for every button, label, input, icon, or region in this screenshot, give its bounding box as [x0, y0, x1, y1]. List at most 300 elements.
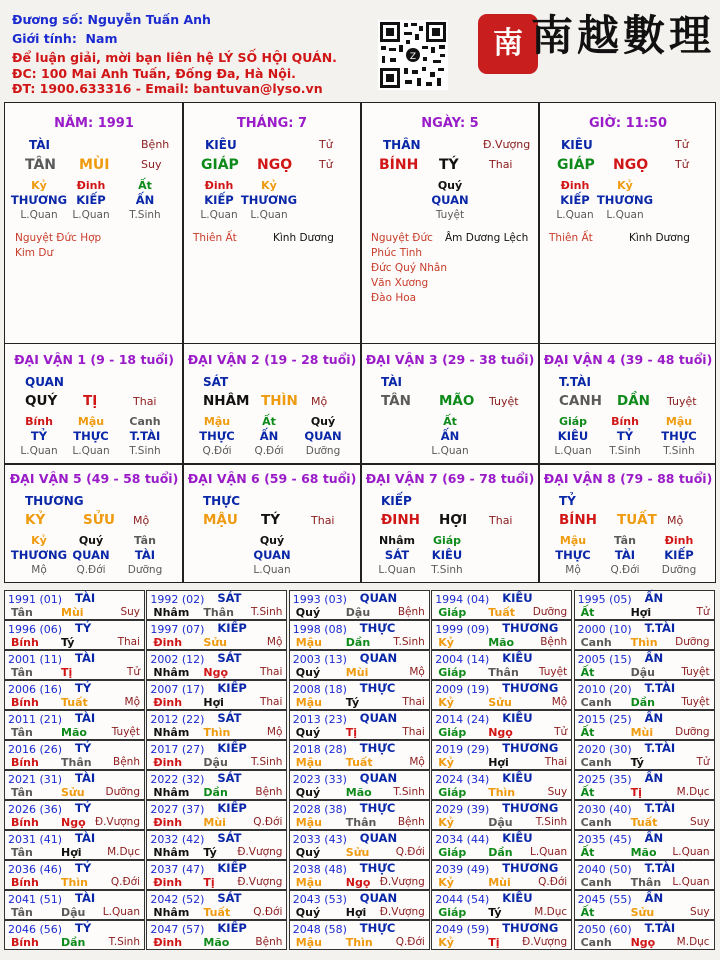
- dai-van-hidden-stage: L.Quan: [20, 445, 58, 457]
- year-god: THƯƠNG: [502, 621, 559, 635]
- year-cell: [146, 620, 287, 650]
- year-branch: Mão: [488, 636, 515, 649]
- year-cell: [289, 620, 430, 650]
- year-god: KIÊU: [502, 771, 533, 785]
- year-stem: Canh: [580, 696, 612, 709]
- year-stage: T.Sinh: [535, 816, 568, 828]
- year-cell: [146, 710, 287, 740]
- year-stem: Mậu: [295, 816, 322, 829]
- dai-van-branch: TUẤT: [617, 512, 657, 528]
- dai-van-hidden-stem: Ất: [262, 415, 276, 428]
- year-stage: Q.Đới: [538, 876, 568, 888]
- year-god: SÁT: [217, 651, 242, 665]
- year-branch: Tị: [488, 936, 500, 949]
- pillar-stem: BÍNH: [379, 157, 419, 173]
- pillar-stem: TÂN: [25, 157, 57, 173]
- pillar-title: NGÀY: 5: [421, 116, 479, 131]
- pillar-hidden-god: KIẾP: [76, 193, 106, 207]
- year-label: 2016 (26): [8, 743, 63, 756]
- year-stem: Mậu: [295, 936, 322, 949]
- year-label: 2006 (16): [8, 683, 63, 696]
- year-god: QUAN: [359, 651, 398, 665]
- year-god: SÁT: [217, 591, 242, 605]
- pillar-hidden-stage: L.Quan: [72, 209, 110, 221]
- year-stage: Thai: [544, 756, 568, 768]
- year-cell: [574, 620, 715, 650]
- year-cell: [431, 740, 572, 770]
- dai-van-title: ĐẠI VẬN 5 (49 - 58 tuổi): [9, 471, 179, 486]
- year-label: 1995 (05): [577, 593, 632, 606]
- year-stem: Bính: [11, 936, 39, 949]
- annual-grid: [4, 590, 716, 956]
- pillar-spirit-right: Âm Dương Lệch: [445, 232, 529, 244]
- year-branch: Tuất: [630, 816, 658, 829]
- year-stem: Canh: [580, 636, 612, 649]
- pillar-hidden-stage: T.Sinh: [129, 209, 161, 221]
- dai-van-hidden-god: TỶ: [30, 429, 48, 443]
- dai-van-hidden-stage: L.Quan: [72, 445, 110, 457]
- year-god: THƯƠNG: [502, 861, 559, 875]
- year-label: 1994 (04): [435, 593, 490, 606]
- pillar-divider: [538, 103, 540, 343]
- year-stem: Mậu: [295, 636, 322, 649]
- pillar-branch: NGỌ: [257, 157, 293, 173]
- year-stem: Nhâm: [153, 606, 190, 619]
- year-branch: Sửu: [630, 906, 655, 919]
- dai-van-title: ĐẠI VẬN 2 (19 - 28 tuổi): [187, 352, 357, 367]
- year-label: 2019 (29): [435, 743, 490, 756]
- pillar-stage-top: Bệnh: [141, 138, 170, 151]
- year-branch: Tý: [203, 846, 217, 859]
- year-stage: Dưỡng: [532, 606, 568, 618]
- dai-van-branch: TỊ: [83, 393, 98, 409]
- year-branch: Ngọ: [630, 936, 656, 949]
- dai-van-phase: Tuyệt: [667, 395, 697, 408]
- dai-van-hidden-stage: Dưỡng: [661, 564, 697, 576]
- year-stem: Đinh: [153, 876, 183, 889]
- dai-van-god: THƯƠNG: [25, 494, 84, 508]
- seal-title: 南越數理: [530, 11, 715, 60]
- year-branch: Mão: [61, 726, 87, 739]
- year-stage: Q.Đới: [253, 816, 283, 828]
- year-cell: [289, 860, 430, 890]
- year-branch: Dậu: [203, 756, 228, 769]
- pillar-hidden-stage: L.Quan: [556, 209, 594, 221]
- dai-van-hidden-stage: Dưỡng: [127, 564, 163, 576]
- year-god: TỶ: [75, 621, 92, 635]
- year-cell: [4, 650, 145, 680]
- pillar-hidden-stem: Đinh: [560, 179, 590, 192]
- dai-van-branch: HỢI: [439, 512, 468, 528]
- year-cell: [4, 620, 145, 650]
- dai-van-stem: NHÂM: [203, 393, 250, 409]
- year-stage: Mộ: [124, 696, 140, 708]
- year-god: THỰC: [359, 681, 396, 695]
- year-stem: Tân: [11, 726, 33, 739]
- year-stage: Mộ: [409, 666, 425, 678]
- year-stage: L.Quan: [672, 876, 710, 888]
- year-branch: Thìn: [203, 726, 231, 739]
- year-label: 2015 (25): [577, 713, 632, 726]
- year-branch: Thìn: [61, 876, 88, 889]
- pillar-stage-top: Tử: [319, 138, 333, 151]
- year-stage: Suy: [690, 816, 710, 828]
- year-label: 2035 (45): [577, 833, 632, 846]
- year-god: QUAN: [359, 591, 398, 605]
- pillar-phase: Thai: [489, 158, 513, 171]
- year-stage: L.Quan: [102, 906, 140, 918]
- year-stem: Nhâm: [153, 846, 190, 859]
- dai-van-phase: Mộ: [311, 395, 328, 408]
- year-stage: M.Dục: [107, 846, 140, 858]
- dai-van-stem: ĐINH: [381, 512, 420, 528]
- gender-value: Nam: [85, 31, 118, 46]
- year-label: 2023 (33): [292, 773, 347, 786]
- pillar-hidden-god: THƯƠNG: [10, 193, 68, 207]
- year-branch: Sửu: [488, 696, 512, 709]
- pillar-hidden-god: THƯƠNG: [240, 193, 298, 207]
- year-stage: Bệnh: [397, 816, 425, 828]
- pillar-hidden-god: QUAN: [431, 193, 469, 207]
- pillar-stage-top: Đ.Vượng: [483, 138, 531, 151]
- year-god: TÀI: [75, 711, 96, 725]
- year-stem: Tân: [11, 606, 33, 619]
- year-cell: [4, 590, 145, 620]
- year-label: 2001 (11): [8, 653, 63, 666]
- year-stem: Kỷ: [438, 696, 454, 709]
- year-stem: Ất: [580, 666, 595, 679]
- year-cell: [4, 800, 145, 830]
- year-stem: Giáp: [438, 726, 467, 739]
- pillar-title: NĂM: 1991: [54, 116, 134, 131]
- dai-van-god: QUAN: [25, 375, 64, 389]
- year-stem: Mậu: [295, 696, 322, 709]
- year-stem: Mậu: [295, 876, 322, 889]
- year-label: 2017 (27): [150, 743, 205, 756]
- seal-text: 南: [493, 26, 523, 61]
- year-label: 2050 (60): [577, 923, 632, 936]
- year-label: 2021 (31): [8, 773, 63, 786]
- year-stem: Bính: [11, 816, 39, 829]
- pillar-spirit-right: Kình Dương: [273, 232, 334, 244]
- address-line: ĐC: 100 Mai Anh Tuấn, Đống Đa, Hà Nội.: [12, 66, 296, 81]
- year-cell: [146, 800, 287, 830]
- year-branch: Dậu: [630, 666, 655, 679]
- year-stage: Q.Đới: [110, 876, 140, 888]
- year-cell: [289, 890, 430, 920]
- dai-van-title: ĐẠI VẬN 4 (39 - 48 tuổi): [543, 352, 713, 367]
- year-god: ẤN: [644, 891, 664, 905]
- year-stage: M.Dục: [676, 936, 710, 948]
- dai-van-hidden-stem: Nhâm: [379, 534, 415, 547]
- year-stage: Dưỡng: [675, 726, 710, 738]
- dai-van-hidden-stage: L.Quan: [253, 564, 291, 576]
- dai-van-stem: KỶ: [25, 512, 46, 528]
- year-branch: Tý: [345, 696, 360, 709]
- dai-van-phase: Tuyệt: [489, 395, 519, 408]
- year-cell: [289, 650, 430, 680]
- dai-van-phase: Thai: [311, 514, 335, 527]
- year-label: 2040 (50): [577, 863, 632, 876]
- dai-van-hidden-god: TÀI: [134, 548, 156, 562]
- pillar-hidden-stem: Đinh: [204, 179, 234, 192]
- year-branch: Thân: [203, 606, 234, 619]
- pillar-branch: TÝ: [439, 157, 459, 173]
- year-label: 2025 (35): [577, 773, 632, 786]
- year-label: 2000 (10): [577, 623, 632, 636]
- year-god: TÀI: [75, 771, 96, 785]
- year-god: THƯƠNG: [502, 921, 559, 935]
- pillar-hidden-stage: L.Quan: [200, 209, 238, 221]
- year-cell: [574, 710, 715, 740]
- year-cell: [146, 830, 287, 860]
- dai-van-phase: Mộ: [667, 514, 684, 527]
- dai-van-hidden-stem: Mậu: [77, 415, 105, 428]
- year-branch: Dậu: [61, 906, 86, 919]
- year-stage: Đ.Vượng: [237, 846, 283, 858]
- dai-van-branch: TÝ: [261, 512, 280, 528]
- year-stage: Tử: [126, 666, 140, 678]
- year-god: KIÊU: [502, 591, 533, 605]
- year-cell: [4, 740, 145, 770]
- year-label: 1993 (03): [292, 593, 347, 606]
- year-stage: Đ.Vượng: [379, 906, 425, 918]
- year-stem: Canh: [580, 816, 612, 829]
- year-god: KIẾP: [217, 681, 247, 695]
- year-branch: Dậu: [345, 606, 371, 619]
- pillar-stem: GIÁP: [557, 157, 595, 173]
- year-god: THỰC: [359, 801, 396, 815]
- pillar-hidden-god: KIẾP: [560, 193, 590, 207]
- pillar-hidden-stem: Quý: [437, 179, 463, 192]
- year-stage: Suy: [120, 606, 140, 618]
- dai-van-hidden-god: T.TÀI: [129, 429, 161, 443]
- dai-van-hidden-god: KIẾP: [664, 548, 694, 562]
- year-cell: [289, 710, 430, 740]
- year-branch: Sửu: [61, 786, 85, 799]
- year-stem: Tân: [11, 786, 33, 799]
- year-cell: [574, 680, 715, 710]
- pillar-spirit: Kim Dư: [15, 247, 54, 259]
- pillar-divider: [182, 103, 184, 343]
- dai-van-hidden-stem: Đinh: [664, 534, 694, 547]
- year-stage: Suy: [547, 786, 568, 798]
- year-stage: Tử: [696, 756, 710, 768]
- pillar-hidden-stem: Đinh: [76, 179, 106, 192]
- year-cell: [4, 920, 145, 950]
- year-branch: Mùi: [488, 876, 511, 889]
- pillar-title: THÁNG: 7: [236, 116, 308, 131]
- year-label: 2024 (34): [435, 773, 490, 786]
- year-branch: Tuất: [203, 906, 231, 919]
- dai-van-panel: [4, 343, 716, 583]
- dai-van-hidden-stem: Giáp: [432, 534, 462, 547]
- year-stem: Ất: [580, 606, 595, 619]
- year-label: 2011 (21): [8, 713, 63, 726]
- year-stage: Tuyệt: [681, 696, 710, 708]
- year-branch: Hợi: [488, 756, 509, 769]
- gender-line: [12, 31, 117, 46]
- pillar-hidden-god: THƯƠNG: [596, 193, 654, 207]
- dai-van-title: ĐẠI VẬN 8 (79 - 88 tuổi): [543, 471, 713, 486]
- dai-van-hidden-god: THỰC: [199, 429, 235, 443]
- dai-van-god: TÀI: [381, 375, 403, 389]
- year-stem: Kỷ: [438, 936, 454, 949]
- year-stage: M.Dục: [676, 786, 710, 798]
- year-stem: Tân: [11, 666, 33, 679]
- year-label: 2044 (54): [435, 893, 490, 906]
- qr-code-icon: [378, 20, 448, 90]
- year-cell: [574, 890, 715, 920]
- year-stem: Nhâm: [153, 666, 190, 679]
- year-cell: [431, 680, 572, 710]
- dai-van-branch: DẦN: [617, 393, 650, 409]
- pillars-panel: [4, 102, 716, 344]
- year-label: 2045 (55): [577, 893, 632, 906]
- year-stage: Tuyệt: [111, 726, 140, 738]
- year-god: THƯƠNG: [502, 681, 559, 695]
- year-branch: Mùi: [203, 816, 226, 829]
- pillar-branch: NGỌ: [613, 157, 649, 173]
- dai-van-god: TỶ: [559, 494, 576, 508]
- dai-van-hidden-stage: Q.Đới: [254, 445, 284, 457]
- dai-van-hidden-stage: L.Quan: [554, 445, 592, 457]
- year-label: 1992 (02): [150, 593, 205, 606]
- year-label: 2048 (58): [292, 923, 347, 936]
- dai-van-hidden-stem: Quý: [78, 534, 104, 547]
- year-stage: Đ.Vượng: [379, 876, 425, 888]
- year-branch: Tị: [61, 666, 73, 679]
- pillar-spirit: Phúc Tinh: [371, 247, 423, 259]
- year-stage: Tuyệt: [681, 666, 710, 678]
- dai-van-hidden-stem: Bính: [611, 415, 639, 428]
- dai-van-hidden-stage: L.Quan: [431, 445, 469, 457]
- dai-van-hidden-stage: Mộ: [31, 564, 47, 576]
- year-label: 2046 (56): [8, 923, 63, 936]
- year-branch: Ngọ: [203, 666, 229, 679]
- year-cell: [431, 770, 572, 800]
- year-label: 1991 (01): [8, 593, 63, 606]
- contact-line: Để luận giải, mời bạn liên hệ LÝ SỐ HỘI QUÁN.: [12, 50, 337, 65]
- year-branch: Dậu: [488, 816, 513, 829]
- year-god: THỰC: [359, 861, 396, 875]
- year-stage: Đ.Vượng: [94, 816, 140, 828]
- dai-van-hidden-stage: Dưỡng: [305, 445, 341, 457]
- year-label: 2029 (39): [435, 803, 490, 816]
- year-stage: Thai: [259, 696, 283, 708]
- year-cell: [4, 710, 145, 740]
- year-stage: Bệnh: [255, 936, 283, 948]
- year-stage: Q.Đới: [253, 906, 283, 918]
- year-branch: Tị: [203, 876, 215, 889]
- year-cell: [146, 740, 287, 770]
- year-label: 2012 (22): [150, 713, 205, 726]
- dai-van-hidden-god: THỰC: [555, 548, 591, 562]
- pillar-god: KIÊU: [561, 138, 593, 152]
- pillar-phase: Tử: [675, 158, 689, 171]
- year-stem: Nhâm: [153, 786, 190, 799]
- year-cell: [574, 860, 715, 890]
- year-stem: Kỷ: [438, 636, 454, 649]
- dai-van-phase: Thai: [133, 395, 157, 408]
- year-stem: Đinh: [153, 696, 183, 709]
- year-stage: Mộ: [409, 756, 425, 768]
- year-label: 2041 (51): [8, 893, 63, 906]
- dai-van-hidden-god: SÁT: [384, 548, 410, 562]
- dai-van-hidden-stage: Mộ: [565, 564, 581, 576]
- dai-van-title: ĐẠI VẬN 7 (69 - 78 tuổi): [365, 471, 535, 486]
- pillar-spirit: Nguyệt Đức Hợp: [15, 232, 102, 244]
- dai-van-hidden-god: QUAN: [304, 429, 342, 443]
- dai-van-hidden-god: KIÊU: [431, 548, 463, 562]
- year-god: ẤN: [644, 591, 664, 605]
- pillar-branch: MÙI: [79, 157, 110, 173]
- year-stem: Giáp: [438, 666, 467, 679]
- year-label: 2036 (46): [8, 863, 63, 876]
- year-god: SÁT: [217, 891, 242, 905]
- year-god: KIẾP: [217, 621, 247, 635]
- year-god: TỶ: [75, 741, 92, 755]
- year-cell: [146, 650, 287, 680]
- year-stage: Dưỡng: [675, 636, 710, 648]
- dai-van-hidden-stem: Mậu: [665, 415, 693, 428]
- owner-name: Nguyễn Tuấn Anh: [87, 12, 211, 27]
- year-branch: Tý: [488, 906, 502, 919]
- year-stem: Giáp: [438, 786, 467, 799]
- year-stage: Mộ: [266, 636, 283, 648]
- year-cell: [431, 830, 572, 860]
- year-branch: Thân: [61, 756, 92, 769]
- year-branch: Mão: [345, 786, 372, 799]
- dai-van-branch: SỬU: [83, 512, 115, 528]
- dai-van-hidden-stem: Canh: [129, 415, 161, 428]
- year-branch: Dần: [203, 786, 228, 799]
- year-stem: Kỷ: [438, 816, 454, 829]
- pillar-god: KIÊU: [205, 138, 237, 152]
- year-god: THƯƠNG: [502, 801, 559, 815]
- year-label: 2004 (14): [435, 653, 490, 666]
- dai-van-phase: Thai: [489, 514, 513, 527]
- pillar-hidden-stage: Tuyệt: [435, 209, 465, 221]
- year-cell: [431, 800, 572, 830]
- year-stem: Đinh: [153, 756, 183, 769]
- year-label: 2032 (42): [150, 833, 205, 846]
- year-god: T.TÀI: [644, 921, 676, 935]
- year-branch: Dần: [630, 696, 655, 709]
- year-god: KIÊU: [502, 891, 533, 905]
- pillar-hidden-stage: L.Quan: [606, 209, 644, 221]
- year-label: 2003 (13): [292, 653, 347, 666]
- year-cell: [289, 920, 430, 950]
- year-branch: Mão: [630, 846, 657, 859]
- pillar-stem: GIÁP: [201, 157, 239, 173]
- pillar-spirit: Đức Quý Nhân: [371, 262, 447, 274]
- year-cell: [289, 800, 430, 830]
- year-cell: [146, 590, 287, 620]
- pillar-title: GIỜ: 11:50: [589, 116, 667, 131]
- year-label: 2037 (47): [150, 863, 205, 876]
- dai-van-hidden-god: QUAN: [253, 548, 291, 562]
- year-god: T.TÀI: [644, 741, 676, 755]
- year-stage: Q.Đới: [395, 936, 425, 948]
- year-label: 2014 (24): [435, 713, 490, 726]
- year-god: ẤN: [644, 651, 664, 665]
- dai-van-hidden-stem: Tân: [134, 534, 156, 547]
- pillar-spirit: Văn Xương: [371, 277, 429, 289]
- pillar-god: THÂN: [383, 138, 421, 152]
- year-label: 2027 (37): [150, 803, 205, 816]
- year-god: ẤN: [644, 831, 664, 845]
